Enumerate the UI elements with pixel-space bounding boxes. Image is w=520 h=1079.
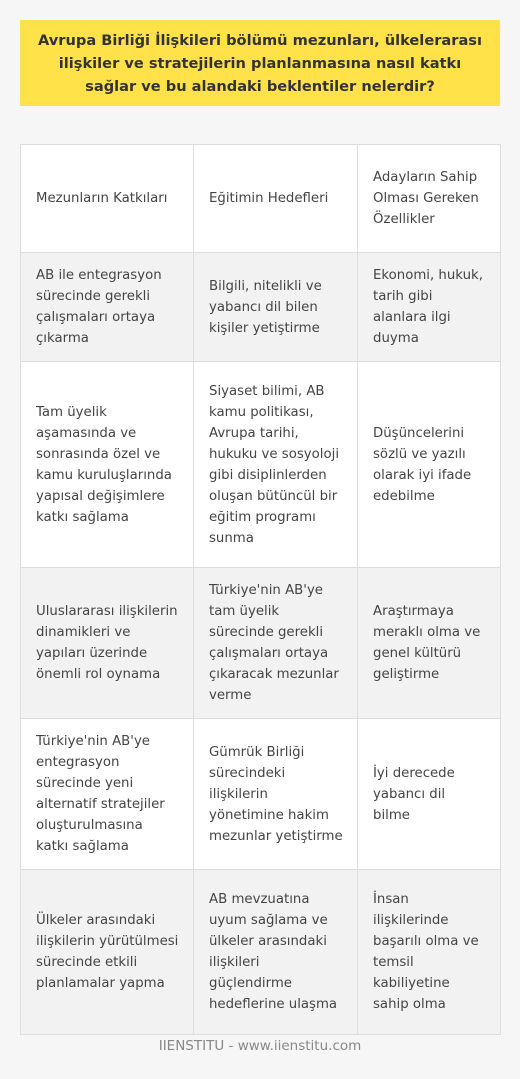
comparison-table-container bbox=[20, 144, 500, 1035]
table-cell: AB ile entegrasyon sürecinde gerekli çalışmaları ortaya çıkarma bbox=[21, 253, 194, 362]
title-banner bbox=[20, 20, 500, 106]
table-cell: Türkiye'nin AB'ye tam üyelik sürecinde gerekli çalışmaları ortaya çıkaracak mezunlar verme bbox=[194, 568, 358, 719]
table-cell: Tam üyelik aşamasında ve sonrasında özel ve kamu kuruluşlarında yapısal değişimlere katkı sağlama bbox=[21, 362, 194, 568]
table-cell: İnsan ilişkilerinde başarılı olma ve temsil kabiliyetine sahip olma bbox=[358, 870, 501, 1035]
table-cell: AB mevzuatına uyum sağlama ve ülkeler arasındaki ilişkileri güçlendirme hedeflerine ulaşma bbox=[194, 870, 358, 1035]
table-cell: Türkiye'nin AB'ye entegrasyon sürecinde yeni alternatif stratejiler oluşturulmasına katkı sağlama bbox=[21, 719, 194, 870]
table-row bbox=[21, 362, 501, 568]
footer-source: IIENSTITU - www.iienstitu.com bbox=[158, 1038, 362, 1054]
column-header: Mezunların Katkıları bbox=[21, 145, 194, 253]
table-cell: Ekonomi, hukuk, tarih gibi alanlara ilgi duyma bbox=[358, 253, 501, 362]
table-cell: Gümrük Birliği sürecindeki ilişkilerin yönetimine hakim mezunlar yetiştirme bbox=[194, 719, 358, 870]
table-cell: Araştırmaya meraklı olma ve genel kültürü geliştirme bbox=[358, 568, 501, 719]
table-header-row bbox=[21, 145, 501, 253]
table-cell: Bilgili, nitelikli ve yabancı dil bilen kişiler yetiştirme bbox=[194, 253, 358, 362]
page-title: Avrupa Birliği İlişkileri bölümü mezunları, ülkelerarası ilişkiler ve stratejilerin planlanmasına nasıl katkı sağlar ve bu alandaki beklentiler nelerdir? bbox=[38, 31, 482, 95]
comparison-table bbox=[20, 144, 501, 1035]
table-row bbox=[21, 253, 501, 362]
table-cell: Ülkeler arasındaki ilişkilerin yürütülmesi sürecinde etkili planlamalar yapma bbox=[21, 870, 194, 1035]
table-row bbox=[21, 719, 501, 870]
table-row bbox=[21, 568, 501, 719]
table-row bbox=[21, 870, 501, 1035]
column-header: Eğitimin Hedefleri bbox=[194, 145, 358, 253]
table-cell: Uluslararası ilişkilerin dinamikleri ve yapıları üzerinde önemli rol oynama bbox=[21, 568, 194, 719]
table-cell: İyi derecede yabancı dil bilme bbox=[358, 719, 501, 870]
column-header: Adayların Sahip Olması Gereken Özellikler bbox=[358, 145, 501, 253]
table-cell: Düşüncelerini sözlü ve yazılı olarak iyi ifade edebilme bbox=[358, 362, 501, 568]
table-cell: Siyaset bilimi, AB kamu politikası, Avrupa tarihi, hukuku ve sosyoloji gibi disiplinlerden oluşan bütüncül bir eğitim programı sunma bbox=[194, 362, 358, 568]
